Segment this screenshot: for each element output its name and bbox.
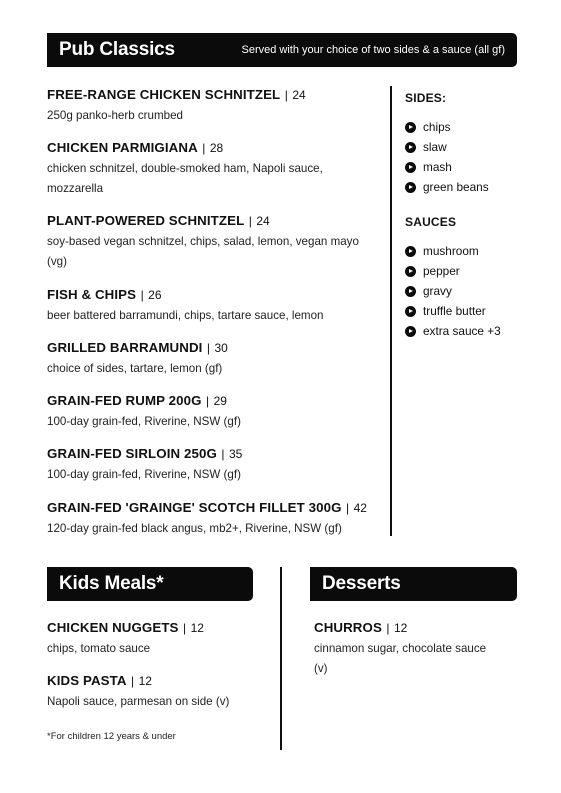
item-price: 24	[292, 88, 306, 102]
price-separator: |	[284, 88, 288, 102]
item-name: FREE-RANGE CHICKEN SCHNITZEL	[47, 87, 281, 102]
menu-item	[47, 672, 262, 712]
sauce-option-label: pepper	[423, 264, 460, 278]
item-description: beer battered barramundi, chips, tartare sauce, lemon	[47, 309, 324, 322]
side-option	[405, 157, 525, 177]
kids-meals-banner	[47, 567, 253, 601]
column-divider	[390, 86, 392, 536]
pub-classics-subtitle: Served with your choice of two sides & a sauce (all gf)	[241, 44, 505, 56]
menu-item	[47, 212, 377, 272]
item-name: CHICKEN PARMIGIANA	[47, 140, 198, 155]
item-description: 100-day grain-fed, Riverine, NSW (gf)	[47, 468, 241, 481]
price-separator: |	[131, 674, 135, 688]
item-name: GRILLED BARRAMUNDI	[47, 340, 203, 355]
sauces-section	[405, 215, 525, 341]
menu-item	[47, 339, 377, 379]
price-separator: |	[221, 447, 225, 461]
side-option-label: mash	[423, 160, 452, 174]
item-price: 12	[393, 621, 408, 635]
item-price: 12	[190, 621, 204, 635]
item-price: 35	[228, 447, 243, 461]
item-name: CHICKEN NUGGETS	[47, 620, 179, 635]
side-option-label: slaw	[423, 140, 447, 154]
item-price: 28	[209, 141, 224, 155]
sides-section	[405, 91, 525, 197]
sides-heading: SIDES:	[405, 91, 447, 105]
item-name: KIDS PASTA	[47, 673, 127, 688]
item-description: cinnamon sugar, chocolate sauce (v)	[314, 642, 487, 675]
item-name: FISH & CHIPS	[47, 287, 137, 302]
item-description: chicken schnitzel, double-smoked ham, Napoli sauce, mozzarella	[47, 162, 323, 195]
menu-item	[314, 619, 494, 679]
sauces-heading: SAUCES	[405, 215, 457, 229]
pub-classics-title: Pub Classics	[59, 39, 175, 60]
desserts-banner	[310, 567, 517, 601]
item-description: soy-based vegan schnitzel, chips, salad, lemon, vegan mayo (vg)	[47, 235, 359, 268]
item-name: GRAIN-FED 'GRAINGE' SCOTCH FILLET 300G	[47, 500, 342, 515]
play-bullet-icon	[405, 266, 416, 277]
play-bullet-icon	[405, 162, 416, 173]
sauce-option-label: mushroom	[423, 244, 479, 258]
sauce-option	[405, 321, 525, 341]
price-separator: |	[206, 341, 211, 355]
price-separator: |	[182, 621, 187, 635]
item-description: choice of sides, tartare, lemon (gf)	[47, 362, 223, 375]
sauce-option	[405, 301, 525, 321]
menu-item	[47, 445, 377, 485]
play-bullet-icon	[405, 122, 416, 133]
play-bullet-icon	[405, 306, 416, 317]
side-option-label: chips	[423, 120, 451, 134]
item-description: 100-day grain-fed, Riverine, NSW (gf)	[47, 415, 241, 428]
play-bullet-icon	[405, 326, 416, 337]
item-price: 24	[256, 214, 270, 228]
price-separator: |	[386, 621, 390, 635]
column-divider	[280, 567, 282, 750]
play-bullet-icon	[405, 286, 416, 297]
sauce-option	[405, 261, 525, 281]
side-option	[405, 177, 525, 197]
side-option	[405, 117, 525, 137]
side-option	[405, 137, 525, 157]
play-bullet-icon	[405, 142, 416, 153]
play-bullet-icon	[405, 246, 416, 257]
item-price: 12	[138, 674, 152, 688]
menu-item	[47, 619, 262, 659]
menu-item	[47, 499, 377, 539]
sauce-option-label: gravy	[423, 284, 452, 298]
pub-classics-banner	[47, 33, 517, 67]
side-option-label: green beans	[423, 180, 489, 194]
item-price: 29	[213, 394, 227, 408]
item-description: 120-day grain-fed black angus, mb2+, Riverine, NSW (gf)	[47, 522, 342, 535]
item-name: GRAIN-FED SIRLOIN 250G	[47, 446, 217, 461]
price-separator: |	[206, 394, 210, 408]
kids-meals-title: Kids Meals*	[59, 573, 164, 594]
play-bullet-icon	[405, 182, 416, 193]
item-price: 30	[214, 341, 228, 355]
sauce-option	[405, 281, 525, 301]
price-separator: |	[140, 288, 144, 302]
price-separator: |	[346, 501, 350, 515]
item-price: 26	[148, 288, 162, 302]
desserts-title: Desserts	[322, 573, 401, 594]
menu-item	[47, 392, 377, 432]
item-description: chips, tomato sauce	[47, 642, 151, 655]
kids-footnote: *For children 12 years & under	[47, 731, 176, 742]
item-name: CHURROS	[314, 620, 382, 635]
price-separator: |	[248, 214, 252, 228]
item-price: 42	[353, 501, 367, 515]
sauce-option-label: truffle butter	[423, 304, 486, 318]
price-separator: |	[202, 141, 206, 155]
item-name: GRAIN-FED RUMP 200G	[47, 393, 202, 408]
menu-item	[47, 86, 377, 126]
sauce-option	[405, 241, 525, 261]
sauce-option-label: extra sauce +3	[423, 324, 501, 338]
item-description: 250g panko-herb crumbed	[47, 109, 183, 122]
item-name: PLANT-POWERED SCHNITZEL	[47, 213, 245, 228]
menu-item	[47, 139, 377, 199]
menu-item	[47, 286, 377, 326]
item-description: Napoli sauce, parmesan on side (v)	[47, 695, 230, 708]
